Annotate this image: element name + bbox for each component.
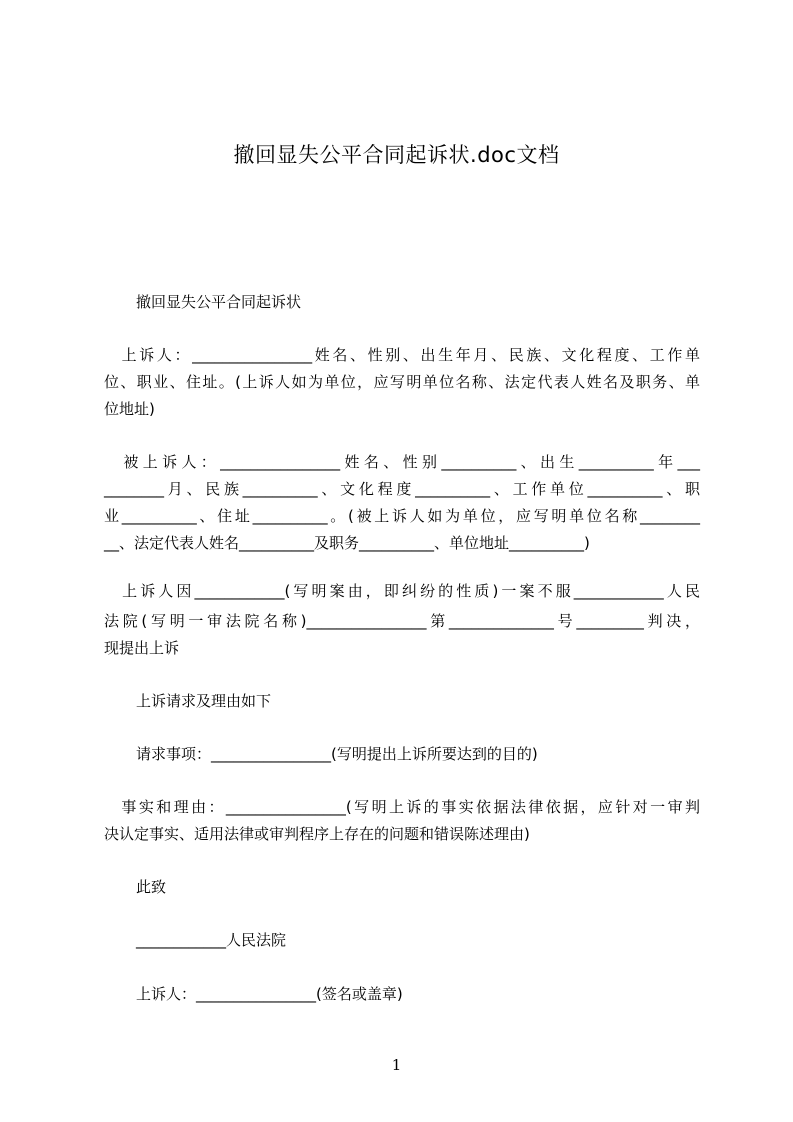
appellant-line-2: 位、职业、住址。(上诉人如为单位，应写明单位名称、法定代表人姓名及职务、单 (104, 373, 700, 391)
facts-reasons-line-2: 决认定事实、适用法律或审判程序上存在的问题和错误陈述理由) (104, 825, 530, 843)
page-number: 1 (391, 1056, 402, 1074)
appellant-line-1: 上诉人：________________姓名、性别、出生年月、民族、文化程度、工作单 (104, 346, 700, 364)
document-title: 撤回显失公平合同起诉状.doc文档 (233, 143, 560, 167)
appeal-reason-line-2: 法院(写明一审法院名称)________________第______________号_________判决， (104, 612, 700, 630)
facts-reasons-line-1: 事实和理由：________________(写明上诉的事实依据法律依据，应针对一审判 (104, 798, 700, 816)
document-subtitle: 撤回显失公平合同起诉状 (136, 293, 302, 311)
appeal-reason-line-1: 上诉人因____________(写明案由，即纠纷的性质)一案不服____________人民 (104, 582, 700, 600)
appellee-line-3: 业__________、住址__________。(被上诉人如为单位，应写明单位名称________ (104, 507, 700, 525)
court-name: ____________人民法院 (136, 931, 287, 949)
appellant-line-3: 位地址) (104, 400, 155, 418)
appellee-line-4: __、法定代表人姓名__________及职务__________、单位地址__________) (104, 534, 590, 552)
appeal-reason-line-3: 现提出上诉 (104, 639, 180, 657)
appellee-line-2: ________月、民族__________、文化程度__________、工作单位__________、职 (104, 480, 700, 498)
signature-line: 上诉人：________________(签名或盖章) (136, 985, 403, 1003)
request-items: 请求事项：________________(写明提出上诉所要达到的目的) (136, 745, 538, 763)
salutation: 此致 (136, 878, 167, 896)
appellee-line-1: 被上诉人：________________姓名、性别__________、出生__________年___ (104, 453, 700, 471)
claims-heading: 上诉请求及理由如下 (136, 692, 272, 710)
